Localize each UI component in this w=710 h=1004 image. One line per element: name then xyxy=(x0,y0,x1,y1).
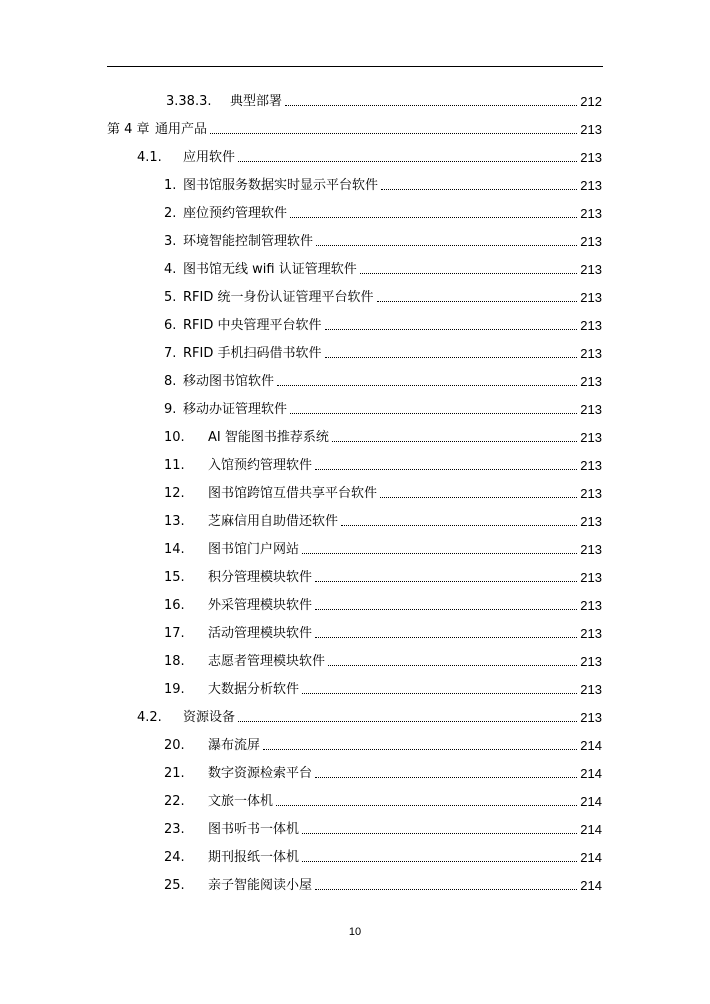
toc-page: 213 xyxy=(580,318,602,333)
toc-entry[interactable] xyxy=(164,760,602,782)
toc-page: 213 xyxy=(580,710,602,725)
toc-leader xyxy=(315,469,577,470)
toc-leader xyxy=(328,665,577,666)
toc-title: 座位预约管理软件 xyxy=(183,206,288,221)
toc-title: 数字资源检索平台 xyxy=(208,766,313,781)
toc-leader xyxy=(341,525,577,526)
toc-page: 213 xyxy=(580,682,602,697)
toc-entry[interactable] xyxy=(164,816,602,838)
toc-leader xyxy=(315,609,577,610)
toc-entry[interactable] xyxy=(164,200,602,222)
toc-entry[interactable] xyxy=(164,620,602,642)
toc-leader xyxy=(381,189,577,190)
toc-title: RFID 统一身份认证管理平台软件 xyxy=(183,290,374,305)
toc-title: RFID 手机扫码借书软件 xyxy=(183,346,322,361)
toc-page: 213 xyxy=(580,206,602,221)
toc-number: 6. xyxy=(164,318,177,333)
toc-title: 图书馆服务数据实时显示平台软件 xyxy=(183,178,379,193)
toc-entry[interactable] xyxy=(107,116,602,138)
toc-leader xyxy=(325,329,578,330)
toc-leader xyxy=(238,161,577,162)
toc-entry[interactable] xyxy=(164,732,602,754)
toc-title: 大数据分析软件 xyxy=(208,682,300,697)
toc-number: 4.2. xyxy=(137,710,162,725)
toc-leader xyxy=(325,357,578,358)
toc-leader xyxy=(302,861,577,862)
toc-title: 移动办证管理软件 xyxy=(183,402,288,417)
toc-leader xyxy=(360,273,578,274)
toc-title: 移动图书馆软件 xyxy=(183,374,275,389)
toc-leader xyxy=(290,413,577,414)
toc-leader xyxy=(316,245,577,246)
toc-title: 图书馆门户网站 xyxy=(208,542,300,557)
toc-title: 活动管理模块软件 xyxy=(208,626,313,641)
toc-number: 2. xyxy=(164,206,177,221)
toc-page: 213 xyxy=(580,262,602,277)
toc-entry[interactable] xyxy=(164,452,602,474)
toc-entry[interactable] xyxy=(164,592,602,614)
toc-number: 18. xyxy=(164,654,185,669)
toc-leader xyxy=(315,777,577,778)
toc-entry[interactable] xyxy=(164,312,602,334)
toc-entry[interactable] xyxy=(166,88,602,110)
toc-title: 亲子智能阅读小屋 xyxy=(208,878,313,893)
toc-leader xyxy=(302,693,577,694)
toc-entry[interactable] xyxy=(164,172,602,194)
toc-leader xyxy=(290,217,577,218)
toc-entry[interactable] xyxy=(164,368,602,390)
toc-title: 期刊报纸一体机 xyxy=(208,850,300,865)
toc-leader xyxy=(377,301,578,302)
toc-number: 20. xyxy=(164,738,185,753)
toc-page: 212 xyxy=(580,94,602,109)
toc-leader xyxy=(302,833,577,834)
toc-entry[interactable] xyxy=(164,648,602,670)
toc-entry[interactable] xyxy=(164,424,602,446)
toc-page: 213 xyxy=(580,598,602,613)
toc-number: 4. xyxy=(164,262,177,277)
toc-entry[interactable] xyxy=(164,564,602,586)
toc-page: 213 xyxy=(580,374,602,389)
toc-entry[interactable] xyxy=(164,256,602,278)
toc-title: 典型部署 xyxy=(230,94,283,109)
toc-entry[interactable] xyxy=(137,144,602,166)
toc-page: 214 xyxy=(580,738,602,753)
toc-title: RFID 中央管理平台软件 xyxy=(183,318,322,333)
toc-title: 志愿者管理模块软件 xyxy=(208,654,326,669)
toc-leader xyxy=(315,581,577,582)
toc-number: 5. xyxy=(164,290,177,305)
toc-leader xyxy=(380,497,577,498)
toc-page: 213 xyxy=(580,570,602,585)
toc-number: 9. xyxy=(164,402,177,417)
toc-number: 13. xyxy=(164,514,185,529)
toc-page: 214 xyxy=(580,766,602,781)
toc-title: 图书听书一体机 xyxy=(208,822,300,837)
toc-entry[interactable] xyxy=(164,536,602,558)
toc-leader xyxy=(285,105,577,106)
header-rule xyxy=(107,66,603,67)
toc-page: 213 xyxy=(580,122,602,137)
toc-leader xyxy=(210,133,577,134)
toc-number: 25. xyxy=(164,878,185,893)
toc-page: 213 xyxy=(580,402,602,417)
toc-number: 7. xyxy=(164,346,177,361)
toc-title: 文旅一体机 xyxy=(208,794,274,809)
toc-entry[interactable] xyxy=(164,396,602,418)
toc-page: 213 xyxy=(580,486,602,501)
toc-page: 213 xyxy=(580,514,602,529)
toc-leader xyxy=(276,805,577,806)
toc-page: 214 xyxy=(580,822,602,837)
toc-number: 10. xyxy=(164,430,185,445)
toc-title: 应用软件 xyxy=(183,150,236,165)
toc-entry[interactable] xyxy=(164,508,602,530)
toc-page: 213 xyxy=(580,626,602,641)
toc-title: 资源设备 xyxy=(183,710,236,725)
toc-number: 3.38.3. xyxy=(166,94,212,109)
toc-page: 213 xyxy=(580,542,602,557)
toc-leader xyxy=(315,889,577,890)
toc-title: 积分管理模块软件 xyxy=(208,570,313,585)
toc-entry[interactable] xyxy=(164,844,602,866)
toc-page: 213 xyxy=(580,234,602,249)
toc-title: 图书馆无线 wifi 认证管理软件 xyxy=(183,262,357,277)
toc-title: 外采管理模块软件 xyxy=(208,598,313,613)
toc-leader xyxy=(332,441,577,442)
toc-entry[interactable] xyxy=(164,228,602,250)
toc-number: 22. xyxy=(164,794,185,809)
toc-entry[interactable] xyxy=(137,704,602,726)
toc-page: 213 xyxy=(580,346,602,361)
toc-entry[interactable] xyxy=(164,788,602,810)
toc-number: 16. xyxy=(164,598,185,613)
toc-number: 4.1. xyxy=(137,150,162,165)
toc-entry[interactable] xyxy=(164,340,602,362)
toc-title: 入馆预约管理软件 xyxy=(208,458,313,473)
toc-number: 23. xyxy=(164,822,185,837)
toc-page: 213 xyxy=(580,178,602,193)
toc-entry[interactable] xyxy=(164,284,602,306)
toc-page: 213 xyxy=(580,290,602,305)
toc-entry[interactable] xyxy=(164,676,602,698)
page-number: 10 xyxy=(348,926,362,938)
toc-page: 214 xyxy=(580,794,602,809)
toc-title: 图书馆跨馆互借共享平台软件 xyxy=(208,486,378,501)
toc-page: 213 xyxy=(580,458,602,473)
toc-number: 21. xyxy=(164,766,185,781)
toc-number: 8. xyxy=(164,374,177,389)
toc-number: 3. xyxy=(164,234,177,249)
toc-leader xyxy=(238,721,577,722)
toc-number: 1. xyxy=(164,178,177,193)
toc-number: 15. xyxy=(164,570,185,585)
toc-number: 第 4 章 xyxy=(107,122,150,137)
toc-title: 芝麻信用自助借还软件 xyxy=(208,514,339,529)
toc-number: 14. xyxy=(164,542,185,557)
toc-number: 12. xyxy=(164,486,185,501)
toc-number: 17. xyxy=(164,626,185,641)
toc-number: 19. xyxy=(164,682,185,697)
toc-number: 11. xyxy=(164,458,185,473)
toc-entry[interactable] xyxy=(164,872,602,894)
toc-number: 24. xyxy=(164,850,185,865)
toc-page: 213 xyxy=(580,430,602,445)
toc-leader xyxy=(302,553,577,554)
toc-entry[interactable] xyxy=(164,480,602,502)
toc-page: 214 xyxy=(580,850,602,865)
toc-page: 214 xyxy=(580,878,602,893)
toc-title: AI 智能图书推荐系统 xyxy=(208,430,329,445)
toc-page: 213 xyxy=(580,150,602,165)
toc-title: 环境智能控制管理软件 xyxy=(183,234,314,249)
toc-leader xyxy=(315,637,577,638)
toc-leader xyxy=(277,385,577,386)
toc-leader xyxy=(263,749,577,750)
toc-title: 瀑布流屏 xyxy=(208,738,261,753)
toc-title: 通用产品 xyxy=(155,122,208,137)
toc-page: 213 xyxy=(580,654,602,669)
